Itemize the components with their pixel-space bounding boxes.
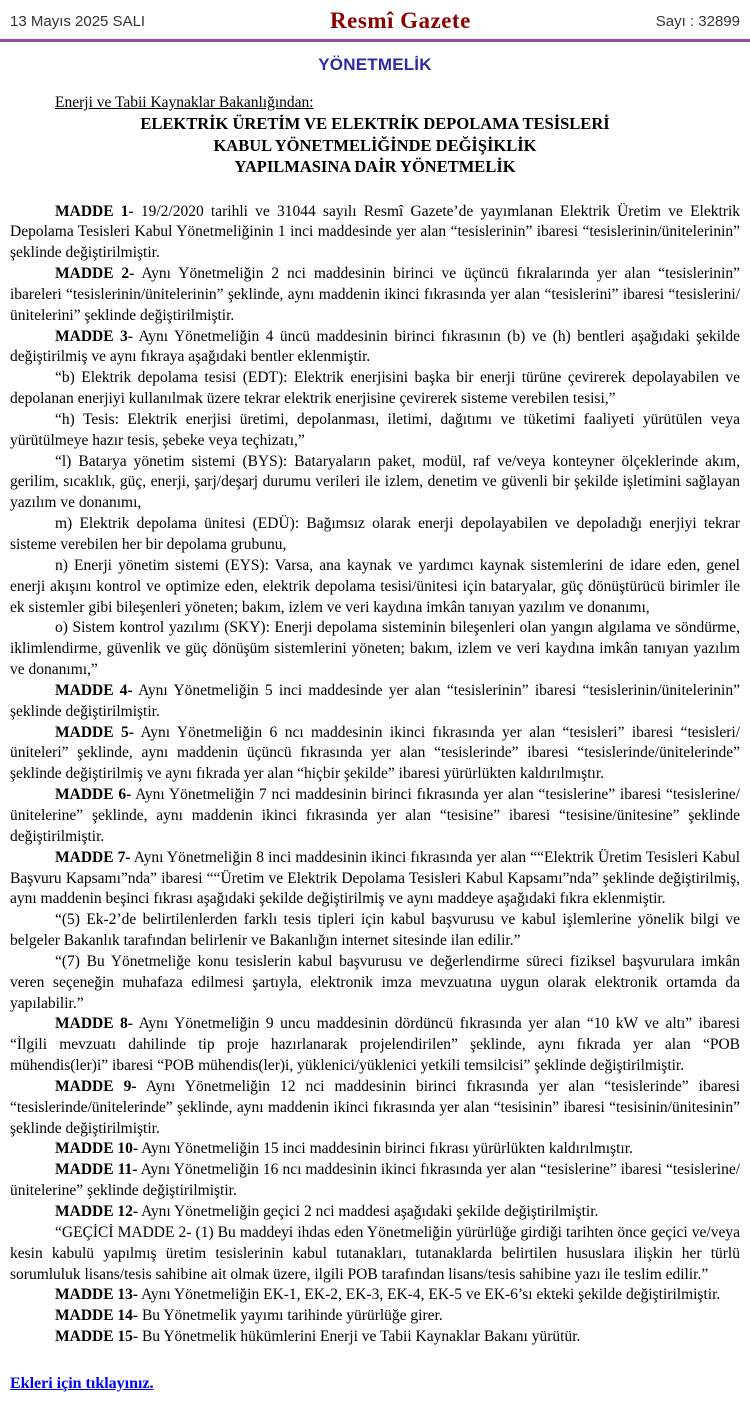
gazette-date: 13 Mayıs 2025 SALI bbox=[10, 12, 146, 30]
paragraph bbox=[10, 785, 740, 848]
paragraph-text: Bu Yönetmelik hükümlerini Enerji ve Tabii Kaynaklar Bakanı yürütür. bbox=[138, 1328, 581, 1346]
paragraph-lead: MADDE 4- bbox=[55, 681, 133, 699]
paragraph bbox=[10, 327, 740, 369]
issuer-line: Enerji ve Tabii Kaynaklar Bakanlığından: bbox=[55, 94, 314, 111]
paragraph-text: 19/2/2020 tarihli ve 31044 sayılı Resmî Gazete’de yayımlanan Elektrik Üretim ve Elektrik Depolama Tesisleri Kabul Yönetmeliğinin 1 inci maddesinde yer alan “tesislerinin” ibaresi “tesislerinin/ünitelerinin” şeklinde değiştirilmiştir. bbox=[10, 202, 740, 262]
paragraph bbox=[10, 723, 740, 786]
paragraph bbox=[10, 202, 740, 265]
paragraph bbox=[10, 1077, 740, 1140]
paragraph-lead: MADDE 8- bbox=[55, 1015, 133, 1033]
paragraph-text: Aynı Yönetmeliğin 6 ncı maddesinin ikinci fıkrasında yer alan “tesisleri” ibaresi “tesisleri/üniteleri” şeklinde, aynı maddenin üçüncü fıkrasında yer alan “tesislerinde” ibaresi “tesislerinde/ünitelerinde” şeklinde değiştirilmiş ve aynı fıkrada yer alan “hiçbir şekilde” ibaresi yürürlükten kaldırılmıştır. bbox=[10, 723, 741, 783]
paragraph bbox=[10, 1285, 740, 1306]
paragraph-text: Aynı Yönetmeliğin 4 üncü maddesinin birinci fıkrasının (b) ve (h) bentleri aşağıdaki şekilde değiştirilmiş ve aynı fıkraya aşağıdaki bentler eklenmiştir. bbox=[10, 327, 740, 366]
attachments-link[interactable]: Ekleri için tıklayınız. bbox=[10, 1374, 154, 1392]
paragraph-lead: MADDE 13- bbox=[55, 1286, 139, 1304]
attachments-row bbox=[10, 1375, 740, 1407]
header-divider bbox=[0, 39, 750, 42]
paragraph-lead: MADDE 6- bbox=[55, 786, 132, 804]
paragraph bbox=[10, 264, 740, 327]
paragraph-text: Aynı Yönetmeliğin 5 inci maddesinde yer alan “tesislerinin” ibaresi “tesislerinin/ünitelerinin” şeklinde değiştirilmiştir. bbox=[10, 681, 740, 720]
paragraph bbox=[10, 556, 740, 619]
paragraph-lead: MADDE 5- bbox=[55, 723, 134, 741]
paragraph-text: n) Enerji yönetim sistemi (EYS): Varsa, ana kaynak ve yardımcı kaynak sistemlerini de idare eden, genel enerji akışını kontrol ve optimize eden, elektrik depolama tesisi/ünitesi için bataryalar, güç dönüştürücü birimler ile ek sistemler gibi bileşenleri yöneten; bakım, izlem ve veri kaydına imkân tanıyan yazılım ve donanımı, bbox=[10, 556, 740, 616]
document-title bbox=[10, 113, 740, 178]
paragraph-text: Aynı Yönetmeliğin EK-1, EK-2, EK-3, EK-4, EK-5 ve EK-6’sı ekteki şekilde değiştirilmiştir. bbox=[138, 1286, 721, 1304]
paragraph bbox=[10, 368, 740, 410]
paragraph bbox=[10, 681, 740, 723]
document-title-line: KABUL YÖNETMELİĞİNDE DEĞİŞİKLİK bbox=[213, 135, 537, 155]
paragraph-lead: MADDE 12- bbox=[55, 1203, 139, 1220]
paragraph bbox=[10, 1306, 740, 1327]
paragraph-text: Bu Yönetmelik yayımı tarihinde yürürlüğe girer. bbox=[138, 1307, 443, 1325]
paragraph-text: “(5) Ek-2’de belirtilenlerden farklı tesis tipleri için kabul başvurusu ve kabul işlemlerine yönelik bilgi ve belgeler Bakanlık tarafından belirlenir ve Bakanlığın internet sitesinde ilan edilir.” bbox=[10, 911, 740, 950]
paragraph bbox=[10, 1139, 740, 1160]
paragraph bbox=[10, 514, 740, 556]
paragraph-text: o) Sistem kontrol yazılımı (SKY): Enerji depolama sisteminin bileşenleri olan yangın algılama ve söndürme, iklimlendirme, güvenlik ve güç dönüşüm sistemlerini yöneten; bakım, izlem ve veri kaydına imkân tanıyan yazılım ve donanımı,” bbox=[10, 619, 740, 679]
document-title-line: YAPILMASINA DAİR YÖNETMELİK bbox=[234, 157, 516, 176]
section-heading: YÖNETMELİK bbox=[318, 55, 432, 74]
paragraph bbox=[10, 1014, 740, 1077]
paragraph bbox=[10, 410, 740, 452]
paragraph bbox=[10, 618, 740, 681]
gazette-issue-number: Sayı : 32899 bbox=[655, 12, 740, 30]
paragraph-lead: MADDE 9- bbox=[55, 1077, 137, 1095]
paragraph bbox=[10, 1327, 740, 1348]
paragraph-lead: MADDE 2- bbox=[55, 265, 135, 283]
paragraph bbox=[10, 1160, 740, 1202]
paragraph-lead: MADDE 14- bbox=[55, 1307, 139, 1325]
paragraph bbox=[10, 910, 740, 952]
document-body bbox=[10, 202, 740, 1348]
gazette-header bbox=[0, 0, 750, 39]
paragraph-lead: MADDE 7- bbox=[55, 848, 131, 866]
paragraph-text: “GEÇİCİ MADDE 2- (1) Bu maddeyi ihdas eden Yönetmeliğin yürürlüğe girdiği tarihten önce geçici ve/veya kesin kabulü yapılmış üretim tesislerinin kabul tutanakları, tutanaklarda belirtilen hususlara ilişkin her türlü sorumluluk lisans/tesis sahibine ait olmak üzere, ilgili POB tarafından lisans/tesis sahibine yazı ile teslim edilir.” bbox=[10, 1223, 740, 1283]
paragraph-lead: MADDE 15- bbox=[55, 1328, 139, 1346]
paragraph-lead: MADDE 11- bbox=[55, 1161, 138, 1179]
paragraph bbox=[10, 1223, 740, 1286]
paragraph-text: “b) Elektrik depolama tesisi (EDT): Elektrik enerjisini başka bir enerji türüne çevirerek depolayabilen ve depolanan enerjiyi kullanılmak üzere tekrar elektrik enerjisine çevirerek sisteme verebilen tesisi,” bbox=[10, 369, 740, 408]
paragraph-lead: MADDE 3- bbox=[55, 327, 133, 345]
paragraph bbox=[10, 848, 740, 911]
paragraph-text: “l) Batarya yönetim sistemi (BYS): Bataryaların paket, modül, raf ve/veya konteyner ölçeklerinde akım, gerilim, sıcaklık, güç, enerji, şarj/deşarj durumu verileri ile izlem, denetim ve güvenli bir şekilde işletimini sağlayan yazılım ve donanımı, bbox=[10, 452, 740, 512]
paragraph-text: Aynı Yönetmeliğin 2 nci maddesinin birinci ve üçüncü fıkralarında yer alan “tesislerinin” ibareleri “tesislerinin/ünitelerinin” şeklinde, aynı maddenin ikinci fıkrasında yer alan “tesislerini” ibaresi “tesislerini/ünitelerini” şeklinde değiştirilmiştir. bbox=[10, 265, 740, 324]
paragraph-text: Aynı Yönetmeliğin 8 inci maddesinin ikinci fıkrasında yer alan ““Elektrik Üretim Tesisleri Kabul Başvuru Kapsamı”nda” ibaresi ““Üretim ve Elektrik Depolama Tesisleri Kabul Kapsamı”nda” şeklinde değiştirilmiş, aynı maddenin beşinci fıkrası aşağıdaki şekilde değiştirilmiş ve aynı maddeye aşağıdaki fıkra eklenmiştir. bbox=[10, 848, 740, 908]
document-title-line: ELEKTRİK ÜRETİM VE ELEKTRİK DEPOLAMA TESİSLERİ bbox=[140, 114, 610, 133]
regulation-document bbox=[0, 75, 750, 1407]
paragraph-text: Aynı Yönetmeliğin 9 uncu maddesinin dördüncü fıkrasında yer alan “10 kW ve altı” ibaresi “İlgili mevzuatı dahilinde tip proje hazırlanarak projelendirilen” şeklinde, aynı fıkrada yer alan “POB mühendis(ler)i” ibaresi “POB mühendis(ler)i, yüklenici/yüklenici yetkili temsilcisi” şeklinde değiştirilmiştir. bbox=[10, 1015, 740, 1075]
paragraph-text: m) Elektrik depolama ünitesi (EDÜ): Bağımsız olarak enerji depolayabilen ve depoladığı enerjiyi tekrar sisteme verebilen her bir depolama grubunu, bbox=[10, 515, 740, 553]
paragraph-text: Aynı Yönetmeliğin geçici 2 nci maddesi aşağıdaki şekilde değiştirilmiştir. bbox=[138, 1203, 599, 1220]
paragraph-lead: MADDE 10- bbox=[55, 1140, 139, 1158]
paragraph bbox=[10, 1202, 740, 1223]
paragraph-text: “(7) Bu Yönetmeliğe konu tesislerin kabul başvurusu ve değerlendirme süreci fiziksel başvurulara imkân veren seçeneğin muhafaza edilmesi şartıyla, elektronik imza mevzuatına uygun olarak elektronik ortamda da yapılabilir.” bbox=[10, 952, 740, 1012]
paragraph bbox=[10, 452, 740, 515]
paragraph-text: Aynı Yönetmeliğin 15 inci maddesinin birinci fıkrası yürürlükten kaldırılmıştır. bbox=[138, 1140, 633, 1158]
paragraph-text: Aynı Yönetmeliğin 12 nci maddesinin birinci fıkrasında yer alan “tesislerinde” ibaresi “tesislerinde/ünitelerinde” şeklinde, aynı maddenin ikinci fıkrasında yer alan “tesisinin” ibaresi “tesisinin/ünitesinin” şeklinde değiştirilmiştir. bbox=[10, 1077, 740, 1137]
paragraph-text: Aynı Yönetmeliğin 16 ncı maddesinin ikinci fıkrasında yer alan “tesislerine” ibaresi “tesislerine/ünitelerine” şeklinde değiştirilmiştir. bbox=[10, 1161, 740, 1200]
paragraph bbox=[10, 952, 740, 1015]
gazette-title: Resmî Gazete bbox=[330, 8, 471, 33]
paragraph-lead: MADDE 1- bbox=[55, 202, 134, 220]
paragraph-text: Aynı Yönetmeliğin 7 nci maddesinin birinci fıkrasında yer alan “tesislerine” ibaresi “tesislerine/ünitelerine” şeklinde, aynı maddenin ikinci fıkrasında yer alan “tesisine” ibaresi “tesisine/ünitesine” şeklinde değiştirilmiştir. bbox=[10, 786, 740, 845]
paragraph-text: “h) Tesis: Elektrik enerjisi üretimi, depolanması, iletimi, dağıtımı ve tüketimi faaliyeti yürütülen veya yürütülmeye hazır tesis, şebeke veya teçhizatı,” bbox=[10, 410, 740, 449]
